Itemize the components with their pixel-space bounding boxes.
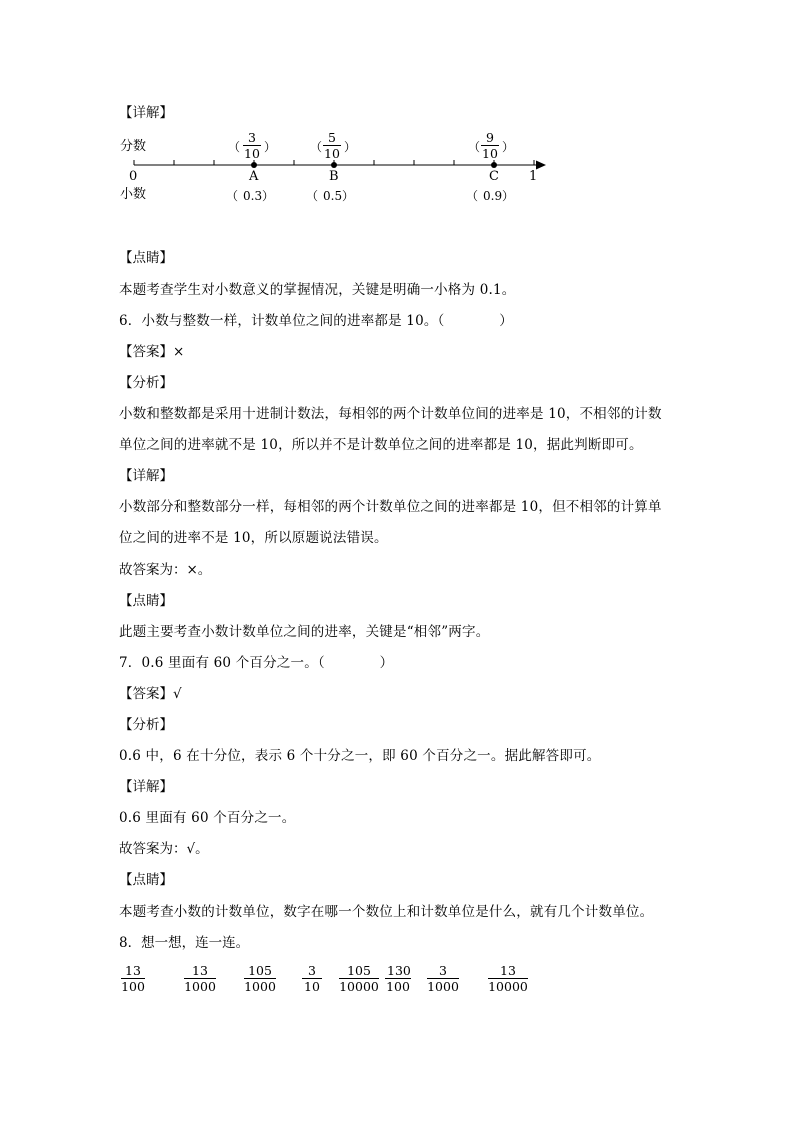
denominator: 10: [482, 146, 498, 161]
fraction-item: [427, 964, 459, 994]
analysis-line: 小数和整数都是采用十进制计数法，每相邻的两个计数单位间的进率是 10，不相邻的计数: [119, 406, 662, 422]
fraction-item: [385, 964, 411, 994]
paren-close: ）: [262, 189, 275, 203]
denominator: 10: [304, 979, 320, 994]
decimal-point-b: 0.5: [323, 189, 343, 203]
comment-heading: 【点睛】: [119, 872, 173, 888]
paren-close: ）: [342, 189, 355, 203]
numerator: 13: [488, 964, 528, 979]
denominator: 10000: [488, 979, 528, 994]
paren-close: ）: [502, 140, 515, 154]
denominator: 10: [244, 146, 260, 161]
fraction-item: [339, 964, 379, 994]
start-label: 0: [129, 169, 138, 184]
fraction-item: [302, 964, 322, 994]
axis-arrow-icon: [536, 161, 546, 170]
analysis-line: 单位之间的进率就不是 10，所以并不是计数单位之间的进率都是 10，据此判断即可。: [119, 437, 643, 453]
final-answer: 故答案为：×。: [119, 562, 212, 578]
question-8: 8．想一想，连一连。: [119, 935, 250, 951]
numerator: 13: [121, 964, 145, 979]
paren-open: （: [466, 189, 479, 203]
fraction-row-label: 分数: [120, 139, 147, 154]
numerator: 5: [323, 131, 341, 146]
point-b-label: B: [329, 169, 339, 184]
denominator: 1000: [244, 979, 276, 994]
question-7: 7．0.6 里面有 60 个百分之一。（ ）: [119, 655, 394, 671]
detail-heading: 【详解】: [119, 105, 173, 121]
detail-line: 位之间的进率不是 10，所以原题说法错误。: [119, 530, 388, 546]
comment-text: 此题主要考查小数计数单位之间的进率，关键是“相邻”两字。: [119, 624, 490, 640]
decimal-point-c: 0.9: [483, 189, 503, 203]
point-dot: [251, 162, 257, 168]
numerator: 105: [244, 964, 276, 979]
paren-open: （: [228, 140, 241, 154]
paren-open: （: [468, 140, 481, 154]
numerator: 130: [387, 963, 411, 978]
comment-text: 本题考查小数的计数单位，数字在哪一个数位上和计数单位是什么，就有几个计数单位。: [119, 904, 654, 920]
final-answer: 故答案为：√。: [119, 841, 209, 857]
comment-heading: 【点睛】: [119, 250, 173, 266]
point-c-label: C: [489, 169, 499, 184]
detail-line: 小数部分和整数部分一样，每相邻的两个计数单位之间的进率都是 10，但不相邻的计算单: [119, 499, 662, 515]
decimal-row-label: 小数: [120, 187, 147, 202]
numerator: 13: [184, 964, 216, 979]
denominator: 100: [121, 979, 145, 994]
analysis-line: 0.6 中，6 在十分位，表示 6 个十分之一，即 60 个百分之一。据此解答即可。: [119, 748, 601, 764]
comment-text: 本题考查学生对小数意义的掌握情况，关键是明确一小格为 0.1。: [119, 282, 516, 298]
numerator: 3: [302, 964, 322, 979]
paren-close: ）: [502, 189, 515, 203]
fraction-point-b: [323, 131, 341, 161]
paren-open: （: [310, 140, 323, 154]
fraction-point-c: [481, 131, 499, 161]
numerator: 105: [339, 964, 379, 979]
fraction-item: [244, 964, 276, 994]
paren-open: （: [306, 189, 319, 203]
comment-heading: 【点睛】: [119, 593, 173, 609]
point-dot: [331, 162, 337, 168]
denominator: 100: [386, 979, 410, 994]
fraction-item: [488, 964, 528, 994]
fraction-item: [184, 964, 216, 994]
detail-heading: 【详解】: [119, 468, 173, 484]
decimal-point-a: 0.3: [243, 189, 263, 203]
paren-close: ）: [344, 140, 357, 154]
point-a-label: A: [249, 169, 259, 184]
numerator: 3: [243, 131, 261, 146]
detail-heading: 【详解】: [119, 779, 173, 795]
question-6: 6．小数与整数一样，计数单位之间的进率都是 10。（ ）: [119, 313, 514, 329]
numerator: 3: [427, 964, 459, 979]
answer-6: 【答案】×: [119, 344, 185, 360]
fraction-item: [121, 964, 145, 994]
paren-close: ）: [264, 140, 277, 154]
denominator: 10000: [339, 979, 379, 994]
denominator: 10: [324, 146, 340, 161]
answer-7: 【答案】√: [119, 686, 182, 702]
denominator: 1000: [184, 979, 216, 994]
detail-line: 0.6 里面有 60 个百分之一。: [119, 810, 296, 826]
analysis-heading: 【分析】: [119, 375, 173, 391]
fraction-point-a: [243, 131, 261, 161]
numerator: 9: [481, 131, 499, 146]
end-label: 1: [529, 169, 538, 184]
point-dot: [491, 162, 497, 168]
analysis-heading: 【分析】: [119, 717, 173, 733]
paren-open: （: [226, 189, 239, 203]
denominator: 1000: [427, 979, 459, 994]
